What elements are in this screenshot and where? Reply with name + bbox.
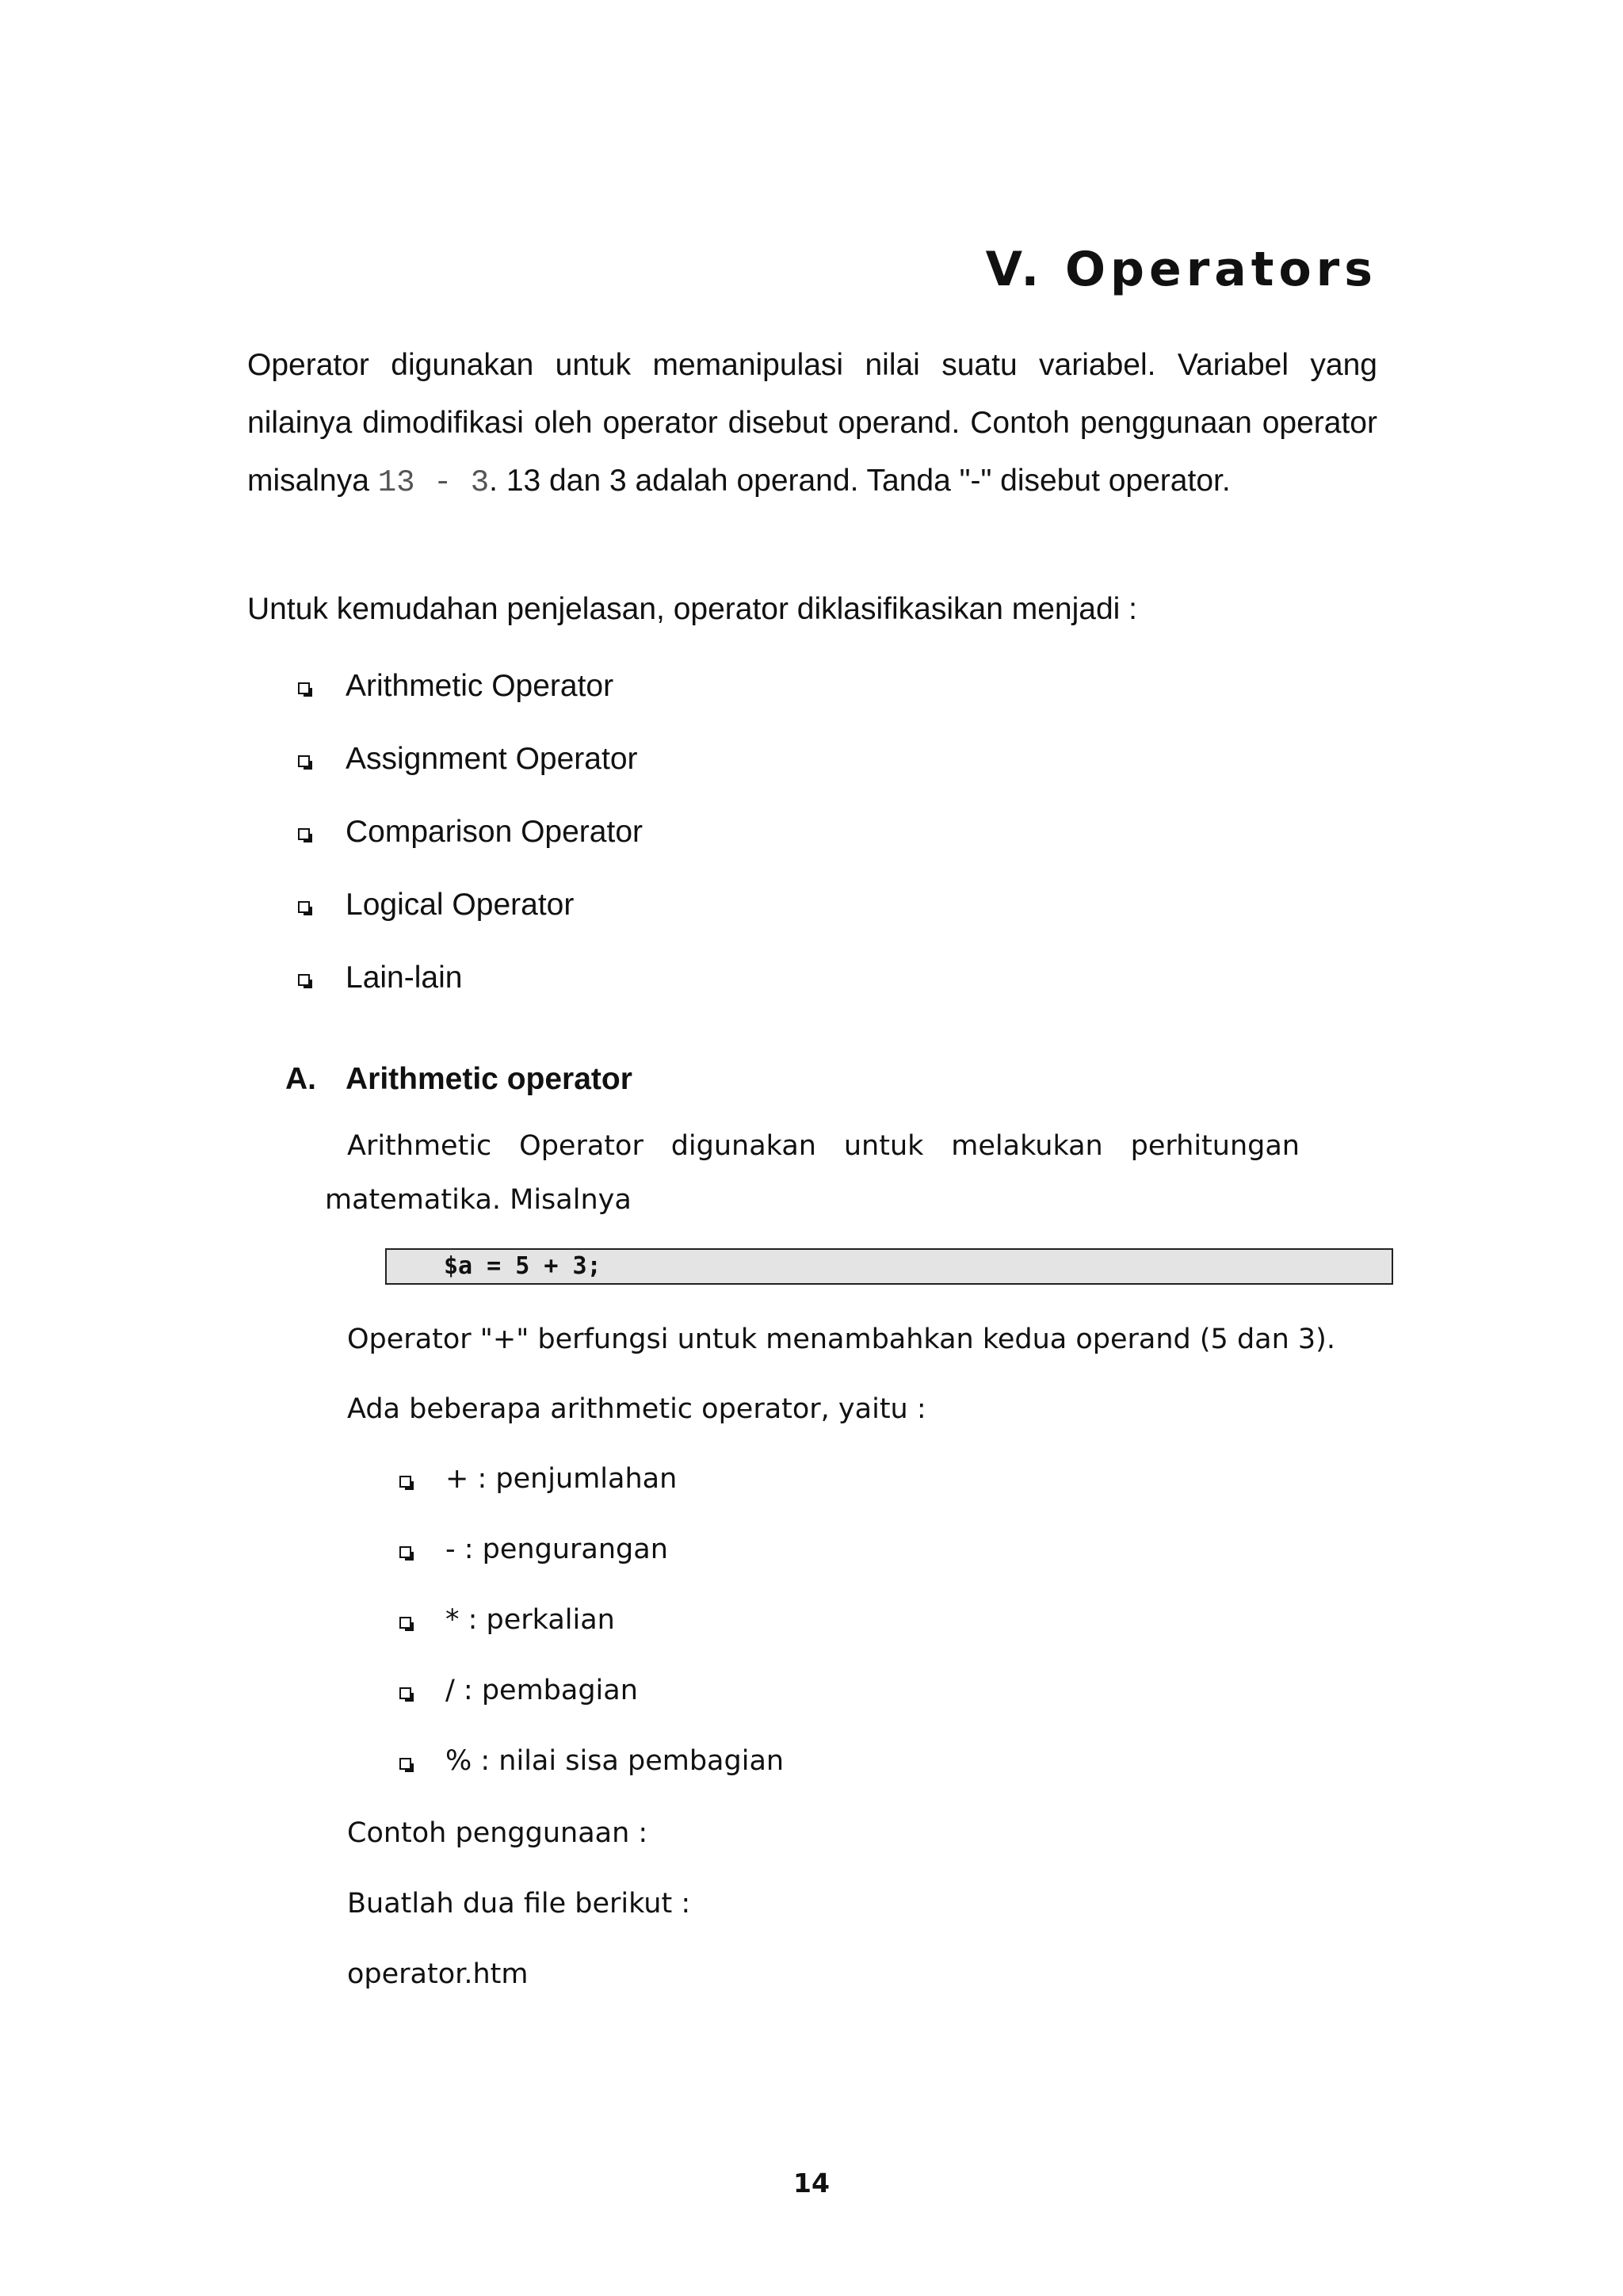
list-item-label: Comparison Operator <box>346 815 643 849</box>
list-item <box>395 1726 784 1797</box>
list-item <box>293 796 643 869</box>
checkbox-bullet-icon <box>399 1617 411 1629</box>
page-number: 14 <box>793 2168 830 2199</box>
checkbox-bullet-icon <box>399 1758 411 1770</box>
section-letter: A. <box>285 1062 316 1096</box>
filename-label: operator.htm <box>347 1958 529 1990</box>
checkbox-bullet-icon <box>298 901 310 913</box>
section-title-text: Arithmetic operator <box>346 1062 632 1096</box>
instruction-text: Buatlah dua file berikut : <box>347 1888 691 1920</box>
classification-lead: Untuk kemudahan penjelasan, operator diklasifikasikan menjadi : <box>247 592 1137 626</box>
checkbox-bullet-icon <box>298 974 310 986</box>
intro-text-start: Operator digunakan untuk memanipulasi nilai suatu variabel. Variabel yang nilainya dimodifikasi oleh operator disebut operand. Contoh penggunaan operator misalnya <box>247 348 1377 498</box>
list-item <box>293 650 643 723</box>
checkbox-bullet-icon <box>298 828 310 840</box>
checkbox-bullet-icon <box>399 1546 411 1558</box>
code-block: $a = 5 + 3; <box>385 1248 1393 1285</box>
operator-classification-list <box>293 650 643 1014</box>
list-item <box>395 1585 784 1656</box>
list-item-label: Assignment Operator <box>346 742 638 776</box>
checkbox-bullet-icon <box>399 1476 411 1488</box>
arithmetic-description: Arithmetic Operator digunakan untuk melakukan perhitungan matematika. Misalnya <box>325 1130 1300 1216</box>
checkbox-bullet-icon <box>298 682 310 694</box>
arithmetic-list-intro: Ada beberapa arithmetic operator, yaitu : <box>347 1393 926 1425</box>
list-item-label: Logical Operator <box>346 888 575 922</box>
list-item-label: % : nilai sisa pembagian <box>445 1745 785 1777</box>
list-item-label: Lain-lain <box>346 961 463 995</box>
list-item-label: * : perkalian <box>445 1604 615 1636</box>
list-item <box>395 1515 784 1585</box>
list-item <box>293 869 643 942</box>
arithmetic-operator-list <box>395 1444 784 1797</box>
list-item-label: / : pembagian <box>445 1675 638 1706</box>
chapter-title: V. Operators <box>985 242 1377 297</box>
checkbox-bullet-icon <box>399 1687 411 1699</box>
list-item <box>293 942 643 1014</box>
intro-paragraph <box>247 336 1377 512</box>
inline-code-example: 13 - 3 <box>377 465 490 500</box>
list-item-label: Arithmetic Operator <box>346 669 614 703</box>
list-item <box>395 1656 784 1726</box>
list-item-label: + : penjumlahan <box>445 1463 678 1495</box>
plus-operator-explanation: Operator "+" berfungsi untuk menambahkan kedua operand (5 dan 3). <box>347 1324 1335 1355</box>
intro-text-end: . 13 dan 3 adalah operand. Tanda "-" disebut operator. <box>489 464 1231 498</box>
list-item <box>293 723 643 796</box>
list-item-label: - : pengurangan <box>445 1534 668 1565</box>
checkbox-bullet-icon <box>298 755 310 767</box>
example-label: Contoh penggunaan : <box>347 1817 648 1849</box>
section-heading-arithmetic <box>285 1056 632 1103</box>
list-item <box>395 1444 784 1515</box>
